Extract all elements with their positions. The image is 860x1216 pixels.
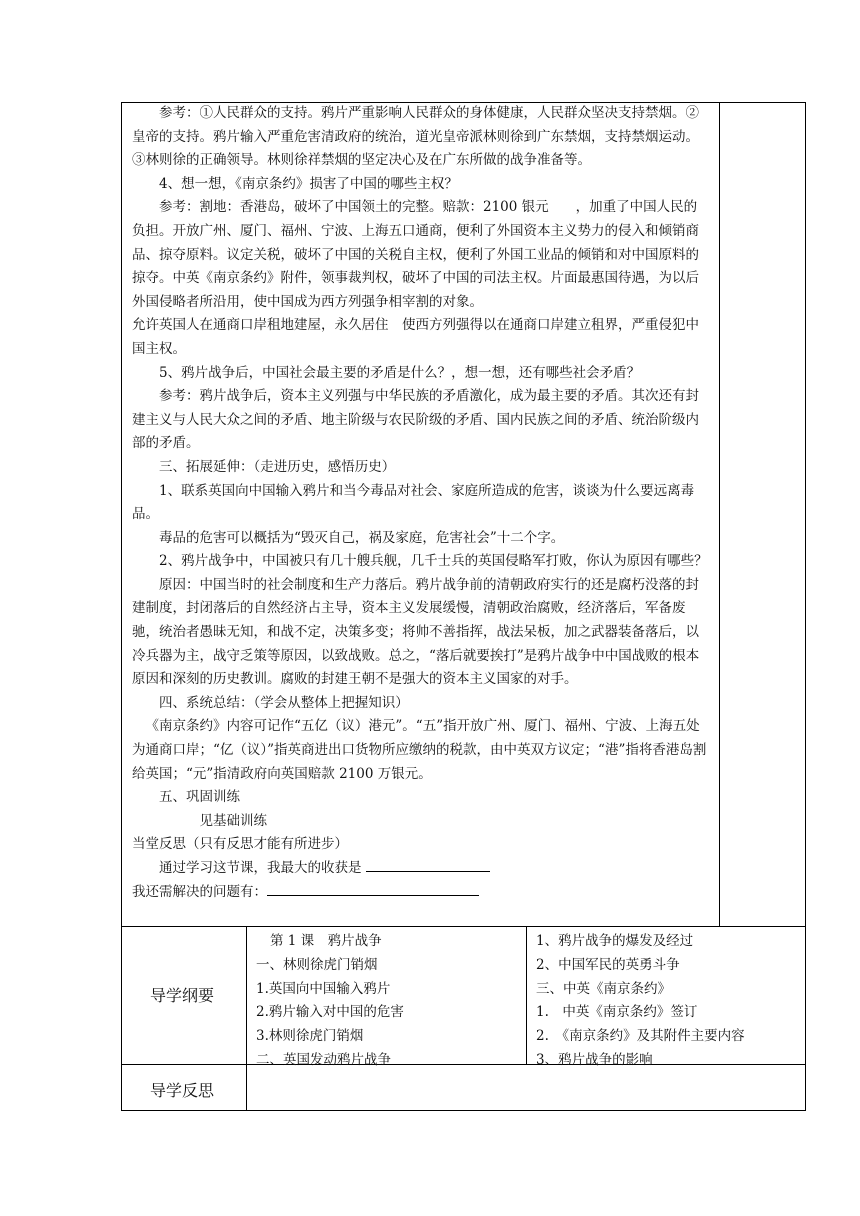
harvest-prompt: 通过学习这节课，我最大的收获是 [159,860,362,876]
extension-question-1: 1、联系英国向中国输入鸦片和当今毒品对社会、家庭所造成的危害，谈谈为什么要远离毒品。 [132,482,695,523]
main-right-column-border [719,102,720,926]
table-right-border [805,102,806,1110]
main-content [132,102,710,904]
section-heading-3: 三、拓展延伸：（走进历史，感悟历史） [159,458,396,475]
reflection-heading: 当堂反思（只有反思才能有所进步） [132,836,348,853]
section-heading-4: 四、系统总结：（学会从整体上把握知识） [159,694,409,711]
harvest-line [132,857,710,881]
question-4: 4、想一想，《南京条约》损害了中国的哪些主权？ [159,175,458,192]
extension-answer-1: 毒品的危害可以概括为“毁灭自己，祸及家庭，危害社会”十二个字。 [159,529,565,546]
outline-left-item: 2.鸦片输入对中国的危害 [256,1004,404,1021]
outline-right-item: 1. 中英《南京条约》签订 [536,1004,698,1021]
reference-answer-3: 参考：①人民群众的支持。鸦片严重影响人民群众的身体健康，人民群众坚决支持禁烟。②皇帝的支持。鸦片输入严重危害清政府的统治，道光皇帝派林则徐到广东禁烟，支持禁烟运动。③林则徐的正确领导。林则徐祥禁烟的坚定决心及在广东所做的战争准备等。 [132,105,699,169]
outline-left-item: 3.林则徐虎门销烟 [256,1028,364,1045]
question-5: 5、鸦片战争后，中国社会最主要的矛盾是什么？，想一想，还有哪些社会矛盾？ [159,364,641,381]
harvest-blank[interactable] [366,857,490,872]
outline-left-item: 1.英国向中国输入鸦片 [256,980,391,997]
outline-middle-border [526,926,527,1064]
outline-right-item: 3、鸦片战争的影响 [536,1051,653,1068]
reflection-input-area[interactable] [248,1066,804,1109]
outline-left-item: 第 1 课 鸦片战争 [270,933,382,949]
problem-blank[interactable] [267,881,479,896]
outline-left-item: 一、林则徐虎门销烟 [256,956,378,973]
outline-right-item: 1、鸦片战争的爆发及经过 [536,933,694,949]
outline-right-item: 三、中英《南京条约》 [536,980,671,997]
outline-left-item: 二、英国发动鸦片战争 [256,1051,391,1068]
problem-prompt: 我还需解决的问题有： [132,883,267,900]
label-column-border [246,926,247,1110]
table-bottom-border [121,1110,806,1111]
outline-left-cell [256,930,404,1073]
table-left-border [121,102,122,1110]
reference-answer-4: 参考：割地：香港岛，破坏了中国领土的完整。赔款：2100 银元 ，加重了中国人民的负担。开放广州、厦门、福州、宁波、上海五口通商，便利了外国资本主义势力的侵入和倾销商品、掠夺原料。议定关税，破坏了中国的关税自主权，便利了外国工业品的倾销和对中国原料的掠夺。中英《南京条约》附件，领事裁判权，破坏了中国的司法主权。片面最惠国待遇，为以后外国侵略者所沿用，使中国成为西方列强争相宰割的对象。 [132,199,699,310]
outline-right-item: 2. 《南京条约》及其附件主要内容 [536,1028,745,1045]
outline-right-item: 2、中国军民的英勇斗争 [536,956,680,973]
section-heading-5: 五、巩固训练 [159,789,240,806]
outline-label: 导学纲要 [150,986,215,1005]
outline-top-border [121,926,806,927]
basic-training: 见基础训练 [199,812,267,829]
extension-answer-2: 原因：中国当时的社会制度和生产力落后。鸦片战争前的清朝政府实行的还是腐朽没落的封建制度，封闭落后的自然经济占主导，资本主义发展缓慢，清朝政治腐败，经济落后，军备废驰，统治者愚昧无知，和战不定，决策多变；将帅不善指挥，战法呆板，加之武器装备落后，以冷兵器为主，战守乏策等原因，以致战败。总之，“落后就要挨打”是鸦片战争中中国战败的根本原因和深刻的历史教训。腐败的封建王朝不是强大的资本主义国家的对手。 [132,576,700,688]
reference-answer-4-extra: 允许英国人在通商口岸租地建屋，永久居住 使西方列强得以在通商口岸建立租界，严重侵犯中国主权。 [132,317,699,357]
summary-text: 《南京条约》内容可记作“五亿（议）港元”。“五”指开放广州、厦门、福州、宁波、上海五处为通商口岸；“亿（议）”指英商进出口货物所应缴纳的税款，由中英双方议定；“港”指将香港岛割给英国；“元”指清政府向英国赔款 2100 万银元。 [132,718,707,782]
extension-question-2: 2、鸦片战争中，中国被只有几十艘兵舰，几千士兵的英国侵略军打败，你认为原因有哪些？ [159,553,708,570]
problem-line [132,881,710,905]
reference-answer-5: 参考：鸦片战争后，资本主义列强与中华民族的矛盾激化，成为最主要的矛盾。其次还有封建主义与人民大众之间的矛盾、地主阶级与农民阶级的矛盾、国内民族之间的矛盾、统治阶级内部的矛盾。 [132,388,699,452]
outline-right-cell [536,930,745,1073]
reflection-label: 导学反思 [150,1081,215,1100]
